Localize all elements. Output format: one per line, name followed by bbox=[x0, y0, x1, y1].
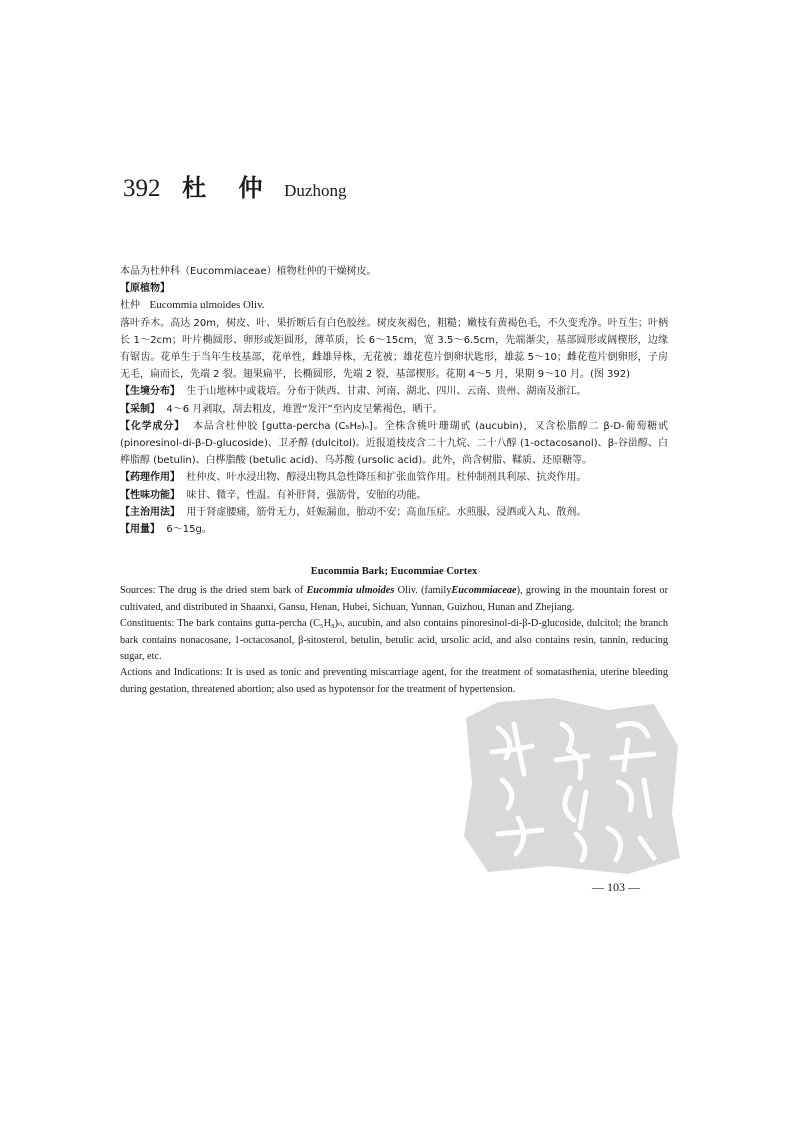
section-heading: 【主治用法】 bbox=[120, 506, 180, 518]
sources-text-3: ), growing in the mountain forest or cultivated, and distributed in Shaanxi, Gansu, Henan, Hubei, Sichuan, Yunnan, Guizhou, Hunan and Zhejiang. bbox=[120, 585, 669, 613]
section-heading: 【生境分布】 bbox=[120, 386, 180, 398]
section-heading: 【用量】 bbox=[120, 524, 160, 536]
constituents-label: Constituents: bbox=[120, 618, 175, 630]
plant-description: 落叶乔木。高达 20m，树皮、叶、果折断后有白色胶丝。树皮灰褐色，粗糙；嫩枝有黄褐色毛，不久变秃净。叶互生；叶柄长 1～2cm；叶片椭圆形、卵形或矩圆形，薄革质，长 6～15cm，宽 3.5～6.5cm，先端渐尖，基部圆形或阔楔形，边缘有锯齿。花单生于当年生枝基部，花单性，雌雄异株，无花被；雄花苞片倒卵状匙形，雄蕊 5～10；雌花苞片倒卵形，子房无毛，扁而长，先端 2 裂。翅果扁平，长椭圆形，先端 2 裂，基部楔形。花期 4～5 月，果期 9～10 月。(图 392) bbox=[120, 317, 668, 381]
section-collection bbox=[120, 401, 668, 418]
constituents-text: The bark contains gutta-percha (C₅H₈)ₙ, aucubin, and also contains pinoresinol-di-β-D-glucoside, dulcitol; the branch bark contains nonacosane, 1-octacosanol, β-sitosterol, betulin, betulic acid, ursolic acid, and also contains resin, tannin, reducing sugar, etc. bbox=[120, 618, 668, 663]
chinese-text-block bbox=[120, 263, 668, 538]
section-properties bbox=[120, 487, 668, 504]
plant-name-line bbox=[120, 297, 668, 314]
sources-text-2: Oliv. (family bbox=[397, 585, 452, 597]
plant-name-chinese: 杜仲 bbox=[120, 300, 140, 312]
english-sources bbox=[120, 583, 668, 616]
section-text: 6～15g。 bbox=[166, 524, 212, 536]
section-dosage bbox=[120, 521, 668, 538]
section-text: 用于肾虚腰痛，筋骨无力，妊娠漏血，胎动不安；高血压症。水煎服、浸酒或入丸、散剂。 bbox=[186, 506, 587, 518]
section-habitat bbox=[120, 383, 668, 400]
page-title bbox=[123, 172, 346, 207]
english-constituents bbox=[120, 616, 668, 665]
plant-name-latin: Eucommia ulmoides Oliv. bbox=[149, 299, 265, 312]
page-number: — 103 — bbox=[592, 880, 640, 894]
section-heading: 【采制】 bbox=[120, 403, 160, 415]
sources-text-1: The drug is the dried stem bark of bbox=[158, 585, 304, 597]
section-heading: 【药理作用】 bbox=[120, 472, 180, 484]
sources-label: Sources: bbox=[120, 585, 156, 597]
plant-heading: 【原植物】 bbox=[120, 283, 170, 295]
entry-number: 392 bbox=[123, 175, 161, 202]
intro-line: 本品为杜仲科（Eucommiaceae）植物杜仲的干燥树皮。 bbox=[120, 266, 377, 277]
section-text: 杜仲皮、叶水浸出物、醇浸出物具急性降压和扩张血管作用。杜仲制剂具利尿、抗炎作用。 bbox=[186, 472, 587, 484]
section-text: 本品含杜仲胶 [gutta-percha (C₅H₈)ₙ]。全株含桃叶珊瑚甙 (aucubin)，又含松脂醇二 β-D-葡萄糖甙 (pinoresinol-di-β-D-glucoside)、卫矛醇 (dulcitol)。近报道枝皮含二十九烷、二十八醇 (1-octacosanol)、β-谷甾醇、白桦脂醇 (betulin)、白桦脂酸 (betulic acid)、乌苏酸 (ursolic acid)。此外，尚含树脂、鞣质、还原糖等。 bbox=[120, 420, 669, 467]
section-heading: 【化学成分】 bbox=[120, 420, 185, 432]
section-indications bbox=[120, 504, 668, 521]
section-heading: 【性味功能】 bbox=[120, 489, 180, 501]
actions-label: Actions and Indications: bbox=[120, 667, 223, 679]
section-chemistry bbox=[120, 418, 668, 470]
section-text: 4～6 月剥取，刮去粗皮，堆置“发汗”至内皮呈紫褐色，晒干。 bbox=[166, 403, 443, 415]
actions-text: It is used as tonic and preventing miscarriage agent, for the treatment of somatasthenia, uterine bleeding during gestation, threatened abortion; also used as hypotensor for the treatment of hypertension. bbox=[120, 667, 669, 695]
section-text: 味甘、微辛，性温。有补肝肾，强筋骨，安胎的功能。 bbox=[186, 489, 427, 501]
title-pinyin: Duzhong bbox=[284, 181, 347, 200]
english-title: Eucommia Bark; Eucommiae Cortex bbox=[310, 566, 478, 577]
english-text-block bbox=[120, 564, 668, 698]
sources-family: Eucommiaceae bbox=[451, 585, 517, 597]
section-text: 生于山地林中或栽培。分布于陕西、甘肃、河南、湖北、四川、云南、贵州、湖南及浙江。 bbox=[186, 386, 587, 398]
sources-species: Eucommia ulmoides bbox=[306, 585, 395, 597]
section-pharmacology bbox=[120, 469, 668, 486]
title-chinese: 杜 仲 bbox=[182, 174, 275, 202]
seal-watermark bbox=[458, 688, 682, 880]
